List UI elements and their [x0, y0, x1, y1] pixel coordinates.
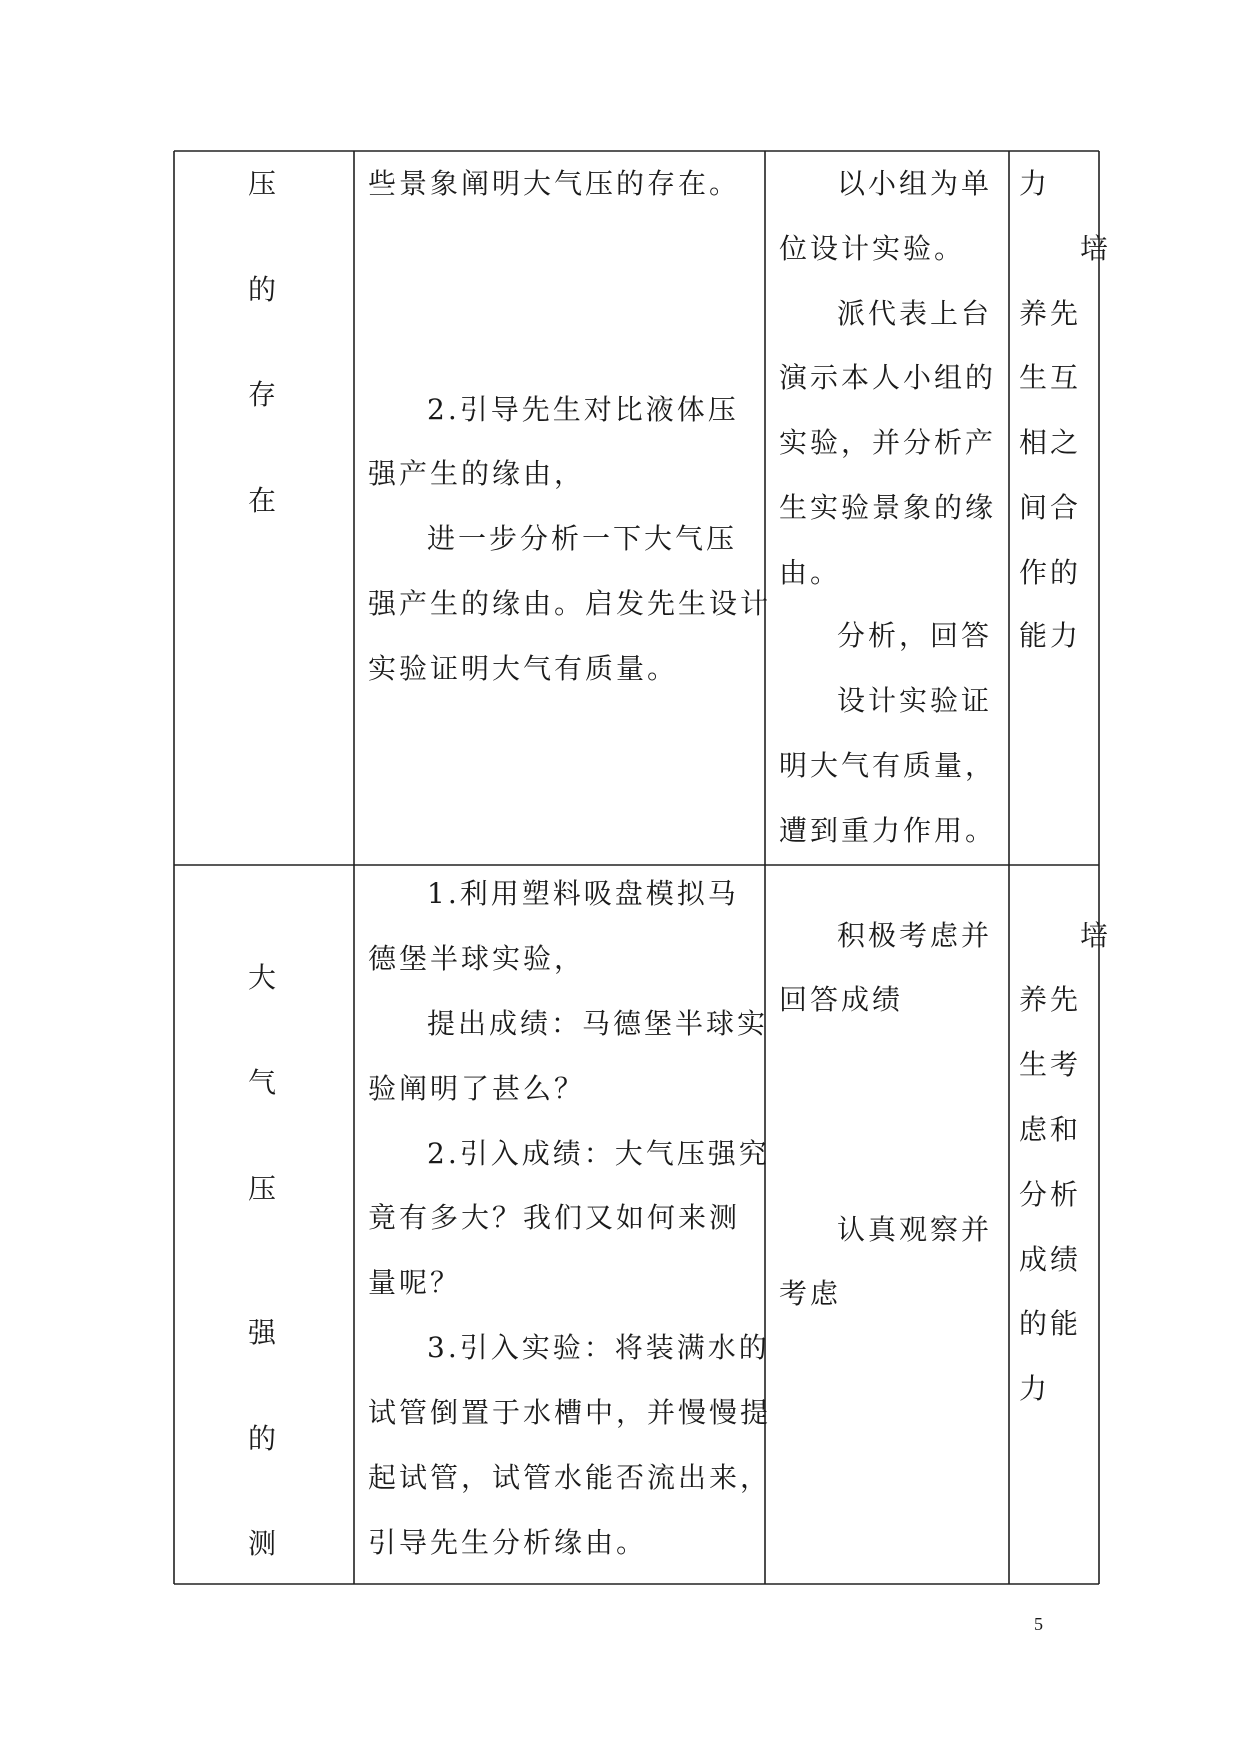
topic-char: 大 — [248, 961, 280, 994]
student-line: 位设计实验。 — [779, 232, 966, 265]
student-line: 派代表上台 — [837, 297, 993, 330]
topic-char: 强 — [248, 1316, 280, 1349]
teacher-line: 进一步分析一下大气压 — [427, 522, 738, 555]
goal-line: 相之 — [1019, 426, 1082, 459]
goal-line: 养先 — [1019, 983, 1082, 1016]
goal-line: 能力 — [1019, 619, 1082, 652]
goal-line: 虑和 — [1019, 1113, 1082, 1146]
teacher-line: 引导先生分析缘由。 — [368, 1526, 648, 1559]
teacher-line: 2.引导先生对比液体压 — [427, 393, 739, 426]
teacher-line: 2.引入成绩：大气压强究 — [427, 1137, 770, 1170]
teacher-line: 1.利用塑料吸盘模拟马 — [427, 877, 739, 910]
topic-char: 在 — [248, 484, 280, 517]
goal-line: 力 — [1019, 1372, 1051, 1405]
teacher-line: 强产生的缘由， — [368, 457, 586, 490]
topic-char: 存 — [248, 378, 280, 411]
teacher-line: 竟有多大？我们又如何来测 — [368, 1201, 741, 1234]
teacher-line: 提出成绩：马德堡半球实 — [427, 1007, 769, 1040]
teacher-line: 些景象阐明大气压的存在。 — [368, 167, 741, 200]
student-line: 分析，回答 — [837, 619, 993, 652]
teacher-line: 试管倒置于水槽中，并慢慢提 — [368, 1396, 772, 1429]
student-line: 设计实验证 — [837, 684, 993, 717]
goal-line: 生互 — [1019, 361, 1082, 394]
goal-line: 培 — [1080, 232, 1112, 265]
teacher-line: 实验证明大气有质量。 — [368, 652, 679, 685]
goal-line: 培 — [1080, 919, 1112, 952]
topic-char: 的 — [248, 1422, 280, 1455]
teacher-line: 量呢？ — [368, 1266, 462, 1299]
teacher-line: 德堡半球实验， — [368, 942, 586, 975]
student-line: 认真观察并 — [837, 1213, 993, 1246]
topic-char: 测 — [248, 1527, 280, 1560]
teacher-line: 强产生的缘由。启发先生设计 — [368, 587, 772, 620]
student-line: 积极考虑并 — [837, 919, 993, 952]
topic-char: 压 — [248, 1172, 280, 1205]
student-line: 遭到重力作用。 — [779, 814, 997, 847]
student-line: 明大气有质量， — [779, 749, 997, 782]
student-line: 由。 — [779, 556, 842, 589]
page-number: 5 — [1034, 1614, 1043, 1634]
goal-line: 养先 — [1019, 297, 1082, 330]
goal-line: 力 — [1019, 167, 1051, 200]
student-line: 考虑 — [779, 1277, 842, 1310]
goal-line: 间合 — [1019, 491, 1082, 524]
goal-line: 生考 — [1019, 1048, 1082, 1081]
topic-char: 压 — [248, 167, 280, 200]
goal-line: 作的 — [1019, 556, 1082, 589]
teacher-line: 验阐明了甚么？ — [368, 1072, 586, 1105]
goal-line: 分析 — [1019, 1178, 1082, 1211]
student-line: 演示本人小组的 — [779, 361, 997, 394]
student-line: 回答成绩 — [779, 983, 904, 1016]
goal-line: 成绩 — [1019, 1243, 1082, 1276]
goal-line: 的能 — [1019, 1307, 1082, 1340]
topic-char: 气 — [248, 1066, 280, 1099]
student-line: 实验，并分析产 — [779, 426, 997, 459]
teacher-line: 3.引入实验：将装满水的 — [427, 1331, 770, 1364]
student-line: 生实验景象的缘 — [779, 491, 997, 524]
topic-char: 的 — [248, 273, 280, 306]
student-line: 以小组为单 — [837, 167, 993, 200]
teacher-line: 起试管，试管水能否流出来， — [368, 1461, 772, 1494]
